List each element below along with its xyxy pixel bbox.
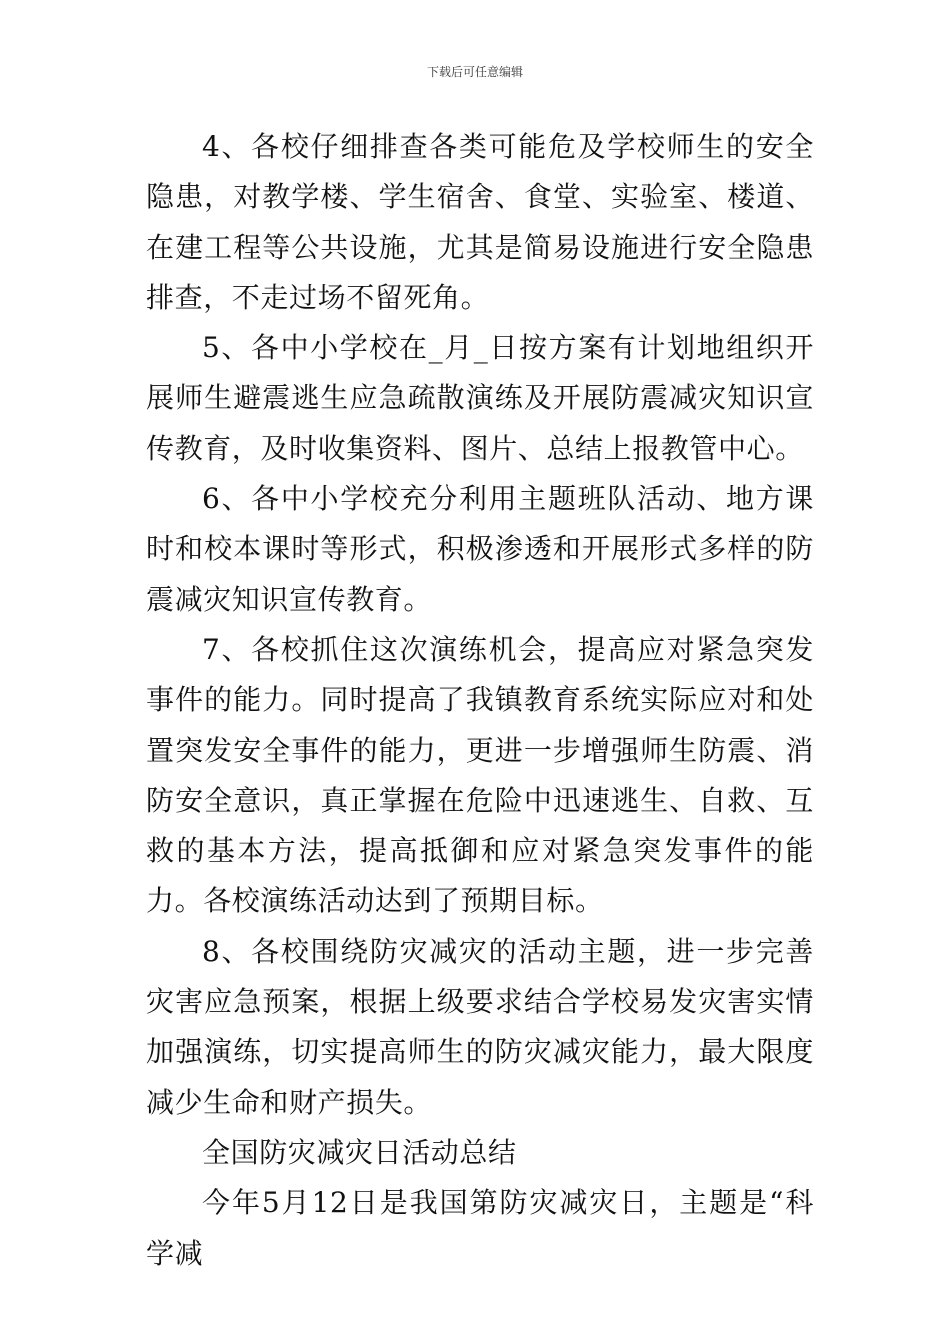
paragraph-item-4: 4、各校仔细排查各类可能危及学校师生的安全隐患，对教学楼、学生宿舍、食堂、实验室、楼道、在建工程等公共设施，尤其是简易设施进行安全隐患排查，不走过场不留死角。	[146, 130, 814, 314]
page-header: 下载后可任意编辑	[426, 65, 523, 79]
paragraph-item-6: 6、各中小学校充分利用主题班队活动、地方课时和校本课时等形式，积极渗透和开展形式多样的防震减灾知识宣传教育。	[146, 482, 814, 616]
document-body	[146, 122, 814, 1279]
paragraph-intro: 今年5月12日是我国第防灾减灾日，主题是“科学减	[146, 1186, 814, 1270]
paragraph-item-5: 5、各中小学校在_月_日按方案有计划地组织开展师生避震逃生应急疏散演练及开展防震减灾知识宣传教育，及时收集资料、图片、总结上报教管中心。	[146, 331, 814, 465]
paragraph-item-7: 7、各校抓住这次演练机会，提高应对紧急突发事件的能力。同时提高了我镇教育系统实际应对和处置突发安全事件的能力，更进一步增强师生防震、消防安全意识，真正掌握在危险中迅速逃生、自救、互救的基本方法，提高抵御和应对紧急突发事件的能力。各校演练活动达到了预期目标。	[146, 632, 814, 918]
section-title: 全国防灾减灾日活动总结	[202, 1135, 517, 1169]
paragraph-item-8: 8、各校围绕防灾减灾的活动主题，进一步完善灾害应急预案，根据上级要求结合学校易发灾害实情加强演练，切实提高师生的防灾减灾能力，最大限度减少生命和财产损失。	[146, 934, 814, 1119]
